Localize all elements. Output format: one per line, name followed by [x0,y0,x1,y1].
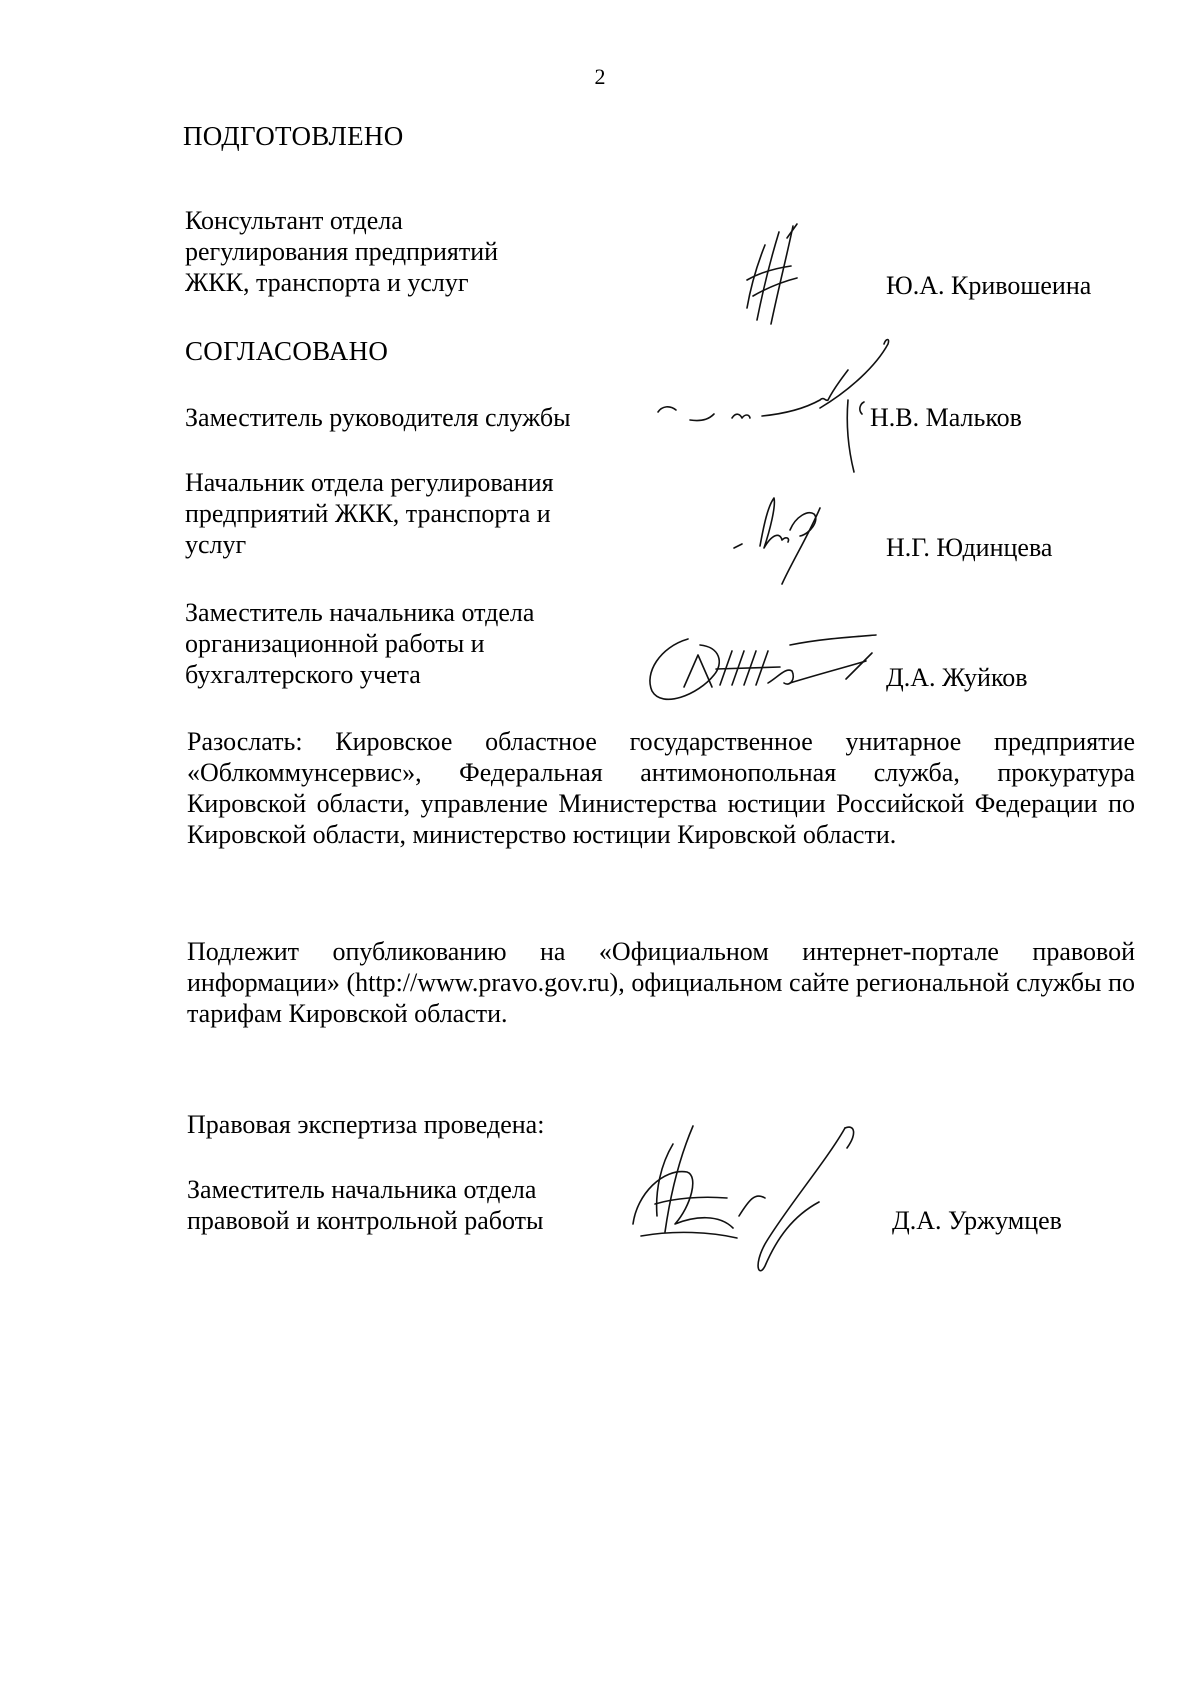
position-line: Начальник отдела регулирования [185,468,554,497]
approved-heading: СОГЛАСОВАНО [185,336,389,366]
position-line: услуг [185,530,247,559]
signature-yudintseva [730,480,850,590]
approver-position [185,597,534,690]
legal-review-name: Д.А. Уржумцев [892,1206,1062,1235]
position-line: бухгалтерского учета [185,660,421,689]
position-line: Заместитель начальника отдела [185,598,535,627]
approver-position [185,467,554,560]
signature-malkov [650,330,940,500]
position-line: организационной работы и [185,629,485,658]
position-line: ЖКК, транспорта и услуг [185,268,469,297]
signature-urzhumtsev [615,1120,885,1275]
position-line: Консультант отдела [185,206,403,235]
approver-position: Заместитель руководителя службы [185,403,571,432]
signature-zhuykov [640,625,890,715]
prepared-position [185,205,498,298]
legal-review-position [187,1174,543,1236]
publication-note: Подлежит опубликованию на «Официальном интернет-портале правовой информации» (http://www.pravo.gov.ru), официальном сайте региональной службы по тарифам Кировской области. [187,937,1135,1028]
position-line: правовой и контрольной работы [187,1206,544,1235]
position-line: Заместитель начальника отдела [187,1175,537,1204]
approver-name: Н.В. Мальков [870,403,1022,432]
approver-name: Д.А. Жуйков [886,663,1028,692]
position-line: регулирования предприятий [185,237,499,266]
page-number: 2 [594,64,606,89]
approver-name: Н.Г. Юдинцева [886,533,1053,562]
distribution-list: Разослать: Кировское областное государственное унитарное предприятие «Облкоммунсервис», Федеральная антимонопольная служба, прокуратура Кировской области, управление Министерства юстиции Российской Федерации по Кировской области, министерство юстиции Кировской области. [187,727,1135,849]
position-line: предприятий ЖКК, транспорта и [185,499,551,528]
prepared-heading: ПОДГОТОВЛЕНО [183,121,404,151]
signature-kryvosheina [735,220,815,330]
prepared-name: Ю.А. Кривошеина [886,271,1092,300]
legal-review-heading: Правовая экспертиза проведена: [187,1110,545,1139]
